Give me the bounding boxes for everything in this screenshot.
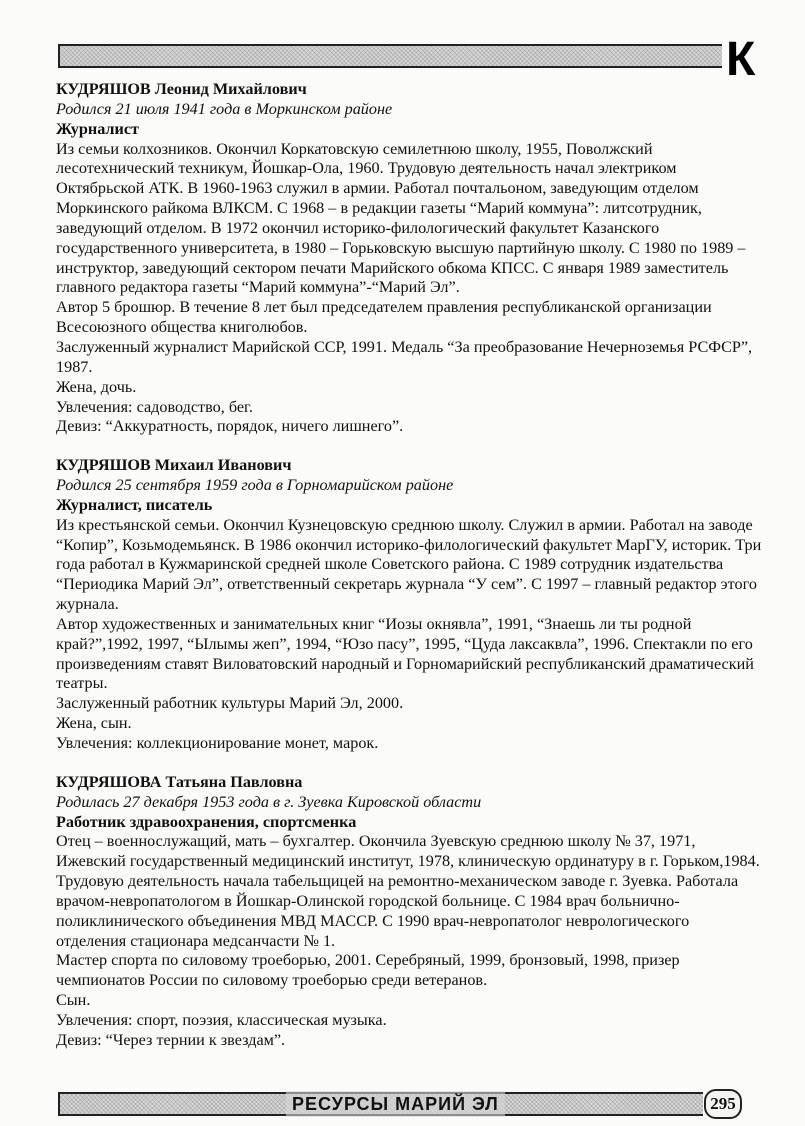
page-number: 295 (704, 1089, 742, 1119)
entry (56, 80, 762, 437)
entry-paragraph: Девиз: “Через тернии к звездам”. (56, 1030, 286, 1049)
entry-paragraph: Увлечения: садоводство, бег. (56, 397, 253, 416)
entry-profession: Работник здравоохранения, спортсменка (56, 812, 357, 831)
entry-name: КУДРЯШОВ Леонид Михайлович (56, 80, 307, 98)
footer-title: РЕСУРСЫ МАРИЙ ЭЛ (286, 1091, 505, 1117)
entry-paragraph: Отец – военнослужащий, мать – бухгалтер. Окончила Зуевскую среднюю школу № 37, 1971, Ижевский государственный медицинский институт, 1978, клиническую ординатуру в г. Горьком,1984. Трудовую деятельность начала табельщицей на ремонтно-механическом заводе г. Зуевка. Работала врачом-невропатологом в Йошкар-Олинской городской больнице. С 1984 врач больнично-поликлинического объединения МВД МАССР. С 1990 врач-невропатолог неврологического отделения стационара медсанчасти № 1. (56, 832, 760, 950)
entry-paragraph: Заслуженный работник культуры Марий Эл, 2000. (56, 694, 404, 713)
page-content (56, 80, 762, 1070)
entry-profession: Журналист (56, 119, 139, 138)
entry-name: КУДРЯШОВА Татьяна Павловна (56, 772, 303, 791)
entry-paragraph: Жена, дочь. (56, 377, 137, 396)
entry-paragraph: Жена, сын. (56, 714, 132, 733)
entry-paragraph: Заслуженный журналист Марийской ССР, 1991. Медаль “За преобразование Нечерноземья РСФСР”, 1987. (56, 337, 753, 376)
entry-name: КУДРЯШОВ Михаил Иванович (56, 456, 292, 475)
entry-paragraph: Увлечения: спорт, поэзия, классическая музыка. (56, 1010, 387, 1029)
entry-paragraph: Автор художественных и занимательных книг “Иозы окнявла”, 1991, “Знаешь ли ты родной край?”,1992, 1997, “Ылымы жеп”, 1994, “Юзо пасу”, 1995, “Цуда лаксаквла”, 1996. Спектакли по его произведениям ставят Виловатовский народный и Горномарийский республиканский драматический театры. (56, 614, 754, 693)
entry-paragraph: Автор 5 брошюр. В течение 8 лет был председателем правления республиканской организации Всесоюзного общества книголюбов. (56, 298, 712, 337)
entry-paragraph: Из семьи колхозников. Окончил Коркатовскую семилетнюю школу, 1955, Поволжский лесотехнический техникум, Йошкар-Ола, 1960. Трудовую деятельность начал электриком Октябрьской АТК. В 1960-1963 служил в армии. Работал почтальоном, заведующим отделом Моркинского райкома ВЛКСМ. С 1968 – в редакции газеты “Марий коммуна”: литсотрудник, заведующий отделом. В 1972 окончил историко-филологический факультет Казанского государственного университета, в 1980 – Горьковскую высшую партийную школу. С 1980 по 1989 – инструктор, заведующий сектором печати Марийского обкома КПСС. С января 1989 заместитель главного редактора газеты “Марий коммуна”-“Марий Эл”. (56, 139, 746, 297)
entry (56, 773, 762, 1051)
entry-paragraph: Из крестьянской семьи. Окончил Кузнецовскую среднюю школу. Служил в армии. Работал на заводе “Копир”, Козьмодемьянск. В 1986 окончил историко-филологический факультет МарГУ, историк. Три года работал в Кужмаринской средней школе Советского района. С 1989 сотрудник издательства “Периодика Марий Эл”, ответственный секретарь журнала “У сем”. С 1997 – главный редактор этого журнала. (56, 515, 762, 614)
header-band (58, 44, 722, 68)
entry-profession: Журналист, писатель (56, 495, 213, 514)
entry-birth: Родилась 27 декабря 1953 года в г. Зуевка Кировской области (56, 792, 482, 811)
entry-paragraph: Девиз: “Аккуратность, порядок, ничего лишнего”. (56, 417, 404, 436)
entry (56, 456, 762, 754)
entry-paragraph: Сын. (56, 991, 91, 1010)
entry-birth: Родился 25 сентября 1959 года в Горномарийском районе (56, 476, 454, 495)
section-letter: К (726, 33, 756, 86)
entry-paragraph: Увлечения: коллекционирование монет, марок. (56, 734, 379, 752)
entry-paragraph: Мастер спорта по силовому троеборью, 2001. Серебряный, 1999, бронзовый, 1998, призер чемпионатов России по силовому троеборью среди ветеранов. (56, 951, 680, 990)
entry-birth: Родился 21 июля 1941 года в Моркинском районе (56, 99, 393, 118)
